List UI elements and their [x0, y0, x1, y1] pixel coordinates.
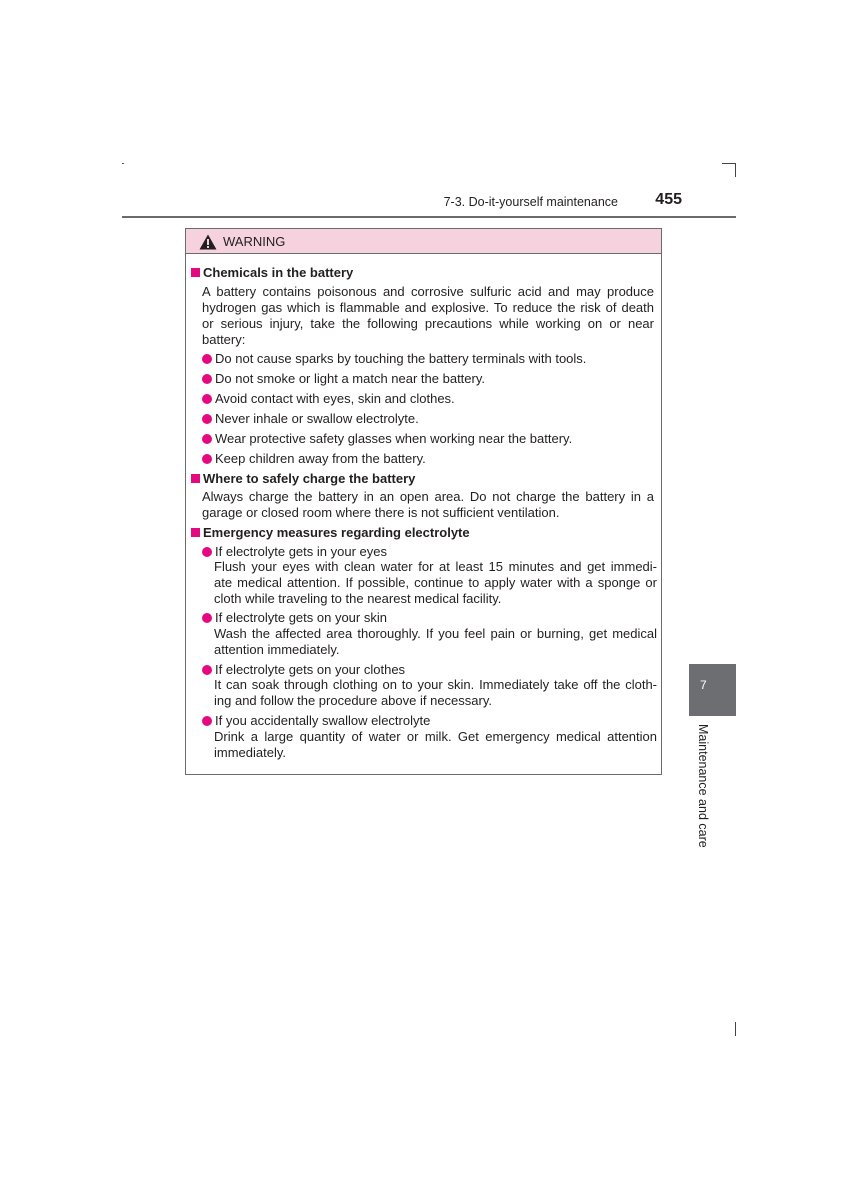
section-heading: Where to safely charge the battery [191, 471, 415, 487]
page-header [122, 188, 736, 218]
warning-label: WARNING [223, 234, 286, 249]
section-paragraph: A battery contains poisonous and corrosive sulfuric acid and may produce hydrogen gas which is flammable and explosive. To reduce the risk of death or serious injury, take the following precautions while working on or near battery: [202, 284, 654, 347]
bullet-dot-icon [202, 354, 212, 364]
chapter-tab [689, 664, 736, 716]
section-heading: Emergency measures regarding electrolyte [191, 525, 470, 541]
list-item-detail: It can soak through clothing on to your skin. Immediately take off the cloth- ing and follow the procedure above if necessary. [214, 677, 657, 708]
list-item: Keep children away from the battery. [202, 451, 658, 467]
section-heading: Chemicals in the battery [191, 265, 353, 281]
section-paragraph: Always charge the battery in an open area. Do not charge the battery in a garage or closed room where there is not sufficient ventilation. [202, 489, 654, 520]
list-item: Wear protective safety glasses when working near the battery. [202, 431, 658, 447]
crop-mark-bottom-right [735, 1022, 736, 1036]
list-item: If electrolyte gets on your skin [202, 610, 658, 626]
square-bullet-icon [191, 474, 200, 483]
page-number: 455 [655, 191, 682, 208]
list-item-detail: Drink a large quantity of water or milk. Get emergency medical attention immediately. [214, 729, 657, 760]
square-bullet-icon [191, 268, 200, 277]
warning-box [185, 228, 662, 775]
crop-mark-top-right-vertical [735, 163, 736, 177]
section-title: 7-3. Do-it-yourself maintenance [443, 195, 618, 209]
list-item: Avoid contact with eyes, skin and clothes. [202, 391, 658, 407]
bullet-dot-icon [202, 716, 212, 726]
chapter-title: Maintenance and care [696, 724, 710, 848]
square-bullet-icon [191, 528, 200, 537]
list-item: Do not cause sparks by touching the battery terminals with tools. [202, 351, 658, 367]
list-item: Do not smoke or light a match near the battery. [202, 371, 658, 387]
crop-mark-top-left [122, 163, 124, 164]
crop-mark-top-right [722, 163, 736, 164]
bullet-dot-icon [202, 434, 212, 444]
list-item: If electrolyte gets in your eyes [202, 544, 658, 560]
header-divider [122, 216, 736, 218]
bullet-dot-icon [202, 547, 212, 557]
list-item-detail: Flush your eyes with clean water for at least 15 minutes and get immedi- ate medical attention. If possible, continue to apply water with a sponge or cloth while traveling to the nearest medical facility. [214, 559, 657, 606]
bullet-dot-icon [202, 414, 212, 424]
bullet-dot-icon [202, 613, 212, 623]
list-item-detail: Wash the affected area thoroughly. If you feel pain or burning, get medical attention immediately. [214, 626, 657, 657]
list-item: Never inhale or swallow electrolyte. [202, 411, 658, 427]
warning-triangle-icon [199, 234, 217, 250]
list-item: If electrolyte gets on your clothes [202, 662, 658, 678]
chapter-number: 7 [700, 678, 707, 692]
bullet-dot-icon [202, 394, 212, 404]
bullet-dot-icon [202, 454, 212, 464]
list-item: If you accidentally swallow electrolyte [202, 713, 658, 729]
bullet-dot-icon [202, 374, 212, 384]
warning-header [186, 229, 661, 254]
bullet-dot-icon [202, 665, 212, 675]
